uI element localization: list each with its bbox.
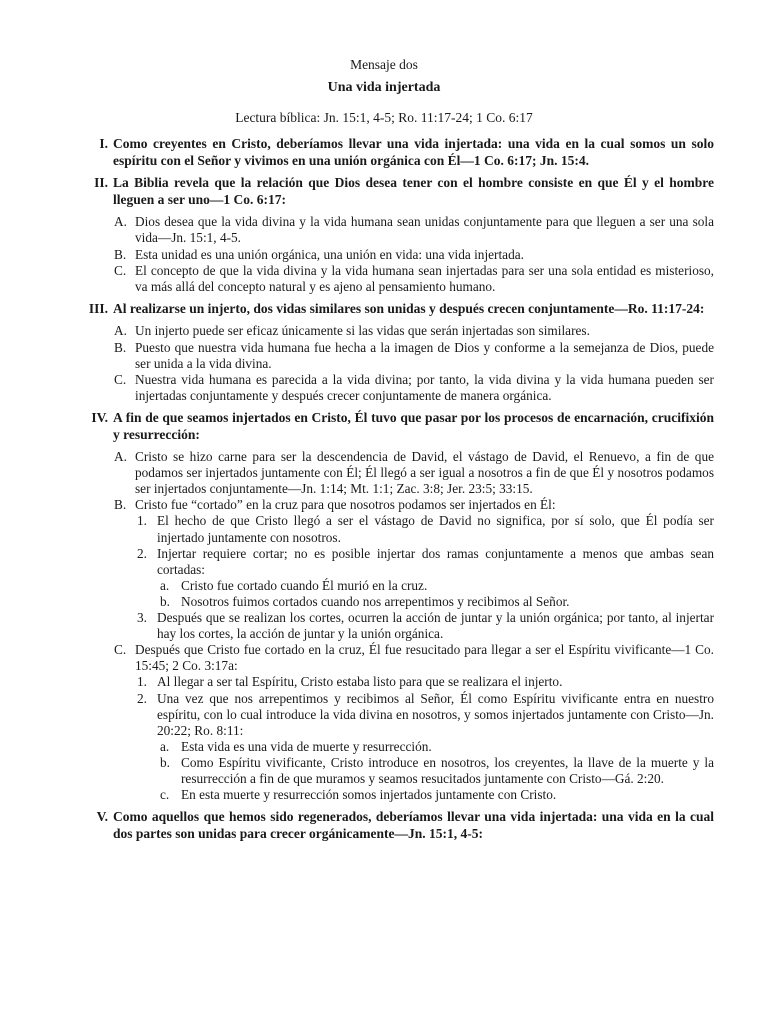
subpoint-letter: A.: [114, 323, 127, 339]
numbered-point-text: Al llegar a ser tal Espíritu, Cristo estaba listo para que se realizara el injerto.: [157, 674, 563, 690]
lettered-point-text: Nosotros fuimos cortados cuando nos arrepentimos y recibimos al Señor.: [181, 593, 570, 609]
subpoint-text: Esta unidad es una unión orgánica, una unión en vida: una vida injertada.: [135, 246, 524, 262]
subpoint-letter: C.: [114, 642, 127, 658]
subpoint-letter: B.: [114, 339, 127, 355]
outline-subpoint: [0, 247, 768, 263]
outline-lettered-point: [0, 594, 768, 610]
outline-lettered-point: [0, 787, 768, 803]
lettered-point-letter: a.: [160, 738, 170, 754]
outline-point-number: V.: [96, 809, 108, 825]
outline-point-number: IV.: [91, 409, 108, 425]
outline-lettered-point: [0, 755, 768, 787]
lettered-point-letter: a.: [160, 577, 170, 593]
outline-numbered-point: [0, 691, 768, 739]
message-title: Una vida injertada: [327, 80, 441, 95]
outline-subpoint: [0, 642, 768, 674]
outline-lettered-point: [0, 578, 768, 594]
subpoint-text: El concepto de que la vida divina y la vida humana sean injertadas para ser una sola entidad es misterioso, va más allá del concepto natural y es ajeno al pensamiento humano.: [135, 262, 714, 294]
subpoint-text: Puesto que nuestra vida humana fue hecha a la imagen de Dios y conforme a la semejanza de Dios, puede ser unida a la vida divina.: [135, 339, 714, 371]
subpoint-text: Nuestra vida humana es parecida a la vida divina; por tanto, la vida divina y la vida humana pueden ser injertadas conjuntamente y después crecer conjuntamente de manera orgánica.: [135, 371, 714, 403]
outline-numbered-point: [0, 513, 768, 545]
lettered-point-text: Esta vida es una vida de muerte y resurrección.: [181, 738, 432, 754]
numbered-point-text: Injertar requiere cortar; no es posible injertar dos ramas conjuntamente a menos que ambas sean cortadas:: [157, 545, 714, 577]
subpoint-letter: A.: [114, 449, 127, 465]
outline-numbered-point: [0, 546, 768, 578]
outline-subpoint: [0, 323, 768, 339]
outline-point-text: Como aquellos que hemos sido regenerados, deberíamos llevar una vida injertada: una vida en la cual dos partes son unidas para crecer orgánicamente—Jn. 15:1, 4-5:: [113, 809, 714, 841]
outline-point-1: [0, 136, 768, 169]
outline-subpoint: [0, 497, 768, 513]
outline-numbered-point: [0, 610, 768, 642]
lettered-point-letter: b.: [160, 593, 170, 609]
subpoint-letter: A.: [114, 214, 127, 230]
outline-point-text: A fin de que seamos injertados en Cristo, Él tuvo que pasar por los procesos de encarnación, crucifixión y resurrección:: [113, 409, 714, 442]
subpoint-text: Cristo fue “cortado” en la cruz para que nosotros podamos ser injertados en Él:: [135, 497, 556, 513]
outline-subpoint: [0, 372, 768, 404]
numbered-point-number: 2.: [137, 545, 147, 561]
outline-point-4: [0, 410, 768, 443]
scripture-reading: Lectura bíblica: Jn. 15:1, 4-5; Ro. 11:17-24; 1 Co. 6:17: [235, 110, 533, 125]
subpoint-text: Dios desea que la vida divina y la vida humana sean unidas conjuntamente para que lleguen a ser una sola vida—Jn. 15:1, 4-5.: [135, 214, 714, 246]
lettered-point-text: Cristo fue cortado cuando Él murió en la cruz.: [181, 577, 428, 593]
subpoint-text: Un injerto puede ser eficaz únicamente si las vidas que serán injertadas son similares.: [135, 323, 590, 339]
lettered-point-letter: c.: [160, 787, 170, 803]
subpoint-letter: C.: [114, 262, 127, 278]
outline-point-number: I.: [99, 136, 108, 151]
outline-point-text: Como creyentes en Cristo, deberíamos llevar una vida injertada: una vida en la cual somos un solo espíritu con el Señor y vivimos en una unión orgánica con Él—1 Co. 6:17; Jn. 15:4.: [113, 136, 714, 168]
numbered-point-text: Después que se realizan los cortes, ocurren la acción de juntar y la unión orgánica; por tanto, al injertar hay los cortes, la acción de juntar y la unión orgánica.: [157, 610, 714, 642]
outline-point-text: Al realizarse un injerto, dos vidas similares son unidas y después crecen conjuntamente—Ro. 11:17-24:: [113, 300, 705, 316]
subpoint-letter: B.: [114, 497, 127, 513]
outline-point-3: [0, 301, 768, 318]
numbered-point-number: 1.: [137, 674, 147, 690]
outline-point-5: [0, 809, 768, 842]
outline-point-number: II.: [94, 175, 108, 191]
numbered-point-text: Una vez que nos arrepentimos y recibimos al Señor, Él como Espíritu vivificante entra en nuestro espíritu, con lo cual introduce la vida divina en nosotros, y somos injertados juntamente con Cristo—Jn. 20:22; Ro. 8:11:: [157, 690, 714, 738]
outline-lettered-point: [0, 739, 768, 755]
lettered-point-text: En esta muerte y resurrección somos injertados juntamente con Cristo.: [181, 787, 557, 803]
outline-point-text: La Biblia revela que la relación que Dios desea tener con el hombre consiste en que Él y el hombre lleguen a ser uno—1 Co. 6:17:: [113, 175, 714, 207]
message-number: Mensaje dos: [350, 57, 418, 72]
outline-subpoint: [0, 263, 768, 295]
lettered-point-letter: b.: [160, 754, 170, 770]
outline-subpoint: [0, 340, 768, 372]
subpoint-letter: B.: [114, 246, 127, 262]
numbered-point-number: 1.: [137, 513, 147, 529]
numbered-point-text: El hecho de que Cristo llegó a ser el vástago de David no significa, por sí solo, que Él podía ser injertado juntamente con nosotros.: [157, 513, 714, 545]
outline-numbered-point: [0, 674, 768, 690]
subpoint-text: Cristo se hizo carne para ser la descendencia de David, el vástago de David, el Renuevo, a fin de que podamos ser injertados juntamente con Él; Él llegó a ser igual a nosotros a fin de que Él y nosotros podamos ser injertados conjuntamente—Jn. 1:14; Mt. 1:1; Zac. 3:8; Jer. 23:5; 33:15.: [135, 449, 714, 497]
outline-point-number: III.: [88, 300, 108, 316]
numbered-point-number: 3.: [137, 610, 147, 626]
outline-subpoint: [0, 214, 768, 246]
subpoint-letter: C.: [114, 371, 127, 387]
lettered-point-text: Como Espíritu vivificante, Cristo introduce en nosotros, los creyentes, la llave de la muerte y la resurrección a fin de que muramos y seamos resucitados juntamente con Cristo—Gá. 2:20.: [181, 754, 714, 786]
outline-point-2: [0, 175, 768, 208]
outline-subpoint: [0, 449, 768, 497]
subpoint-text: Después que Cristo fue cortado en la cruz, Él fue resucitado para llegar a ser el Espíritu vivificante—1 Co. 15:45; 2 Co. 3:17a:: [135, 642, 714, 674]
numbered-point-number: 2.: [137, 690, 147, 706]
message-outline: [0, 136, 768, 842]
